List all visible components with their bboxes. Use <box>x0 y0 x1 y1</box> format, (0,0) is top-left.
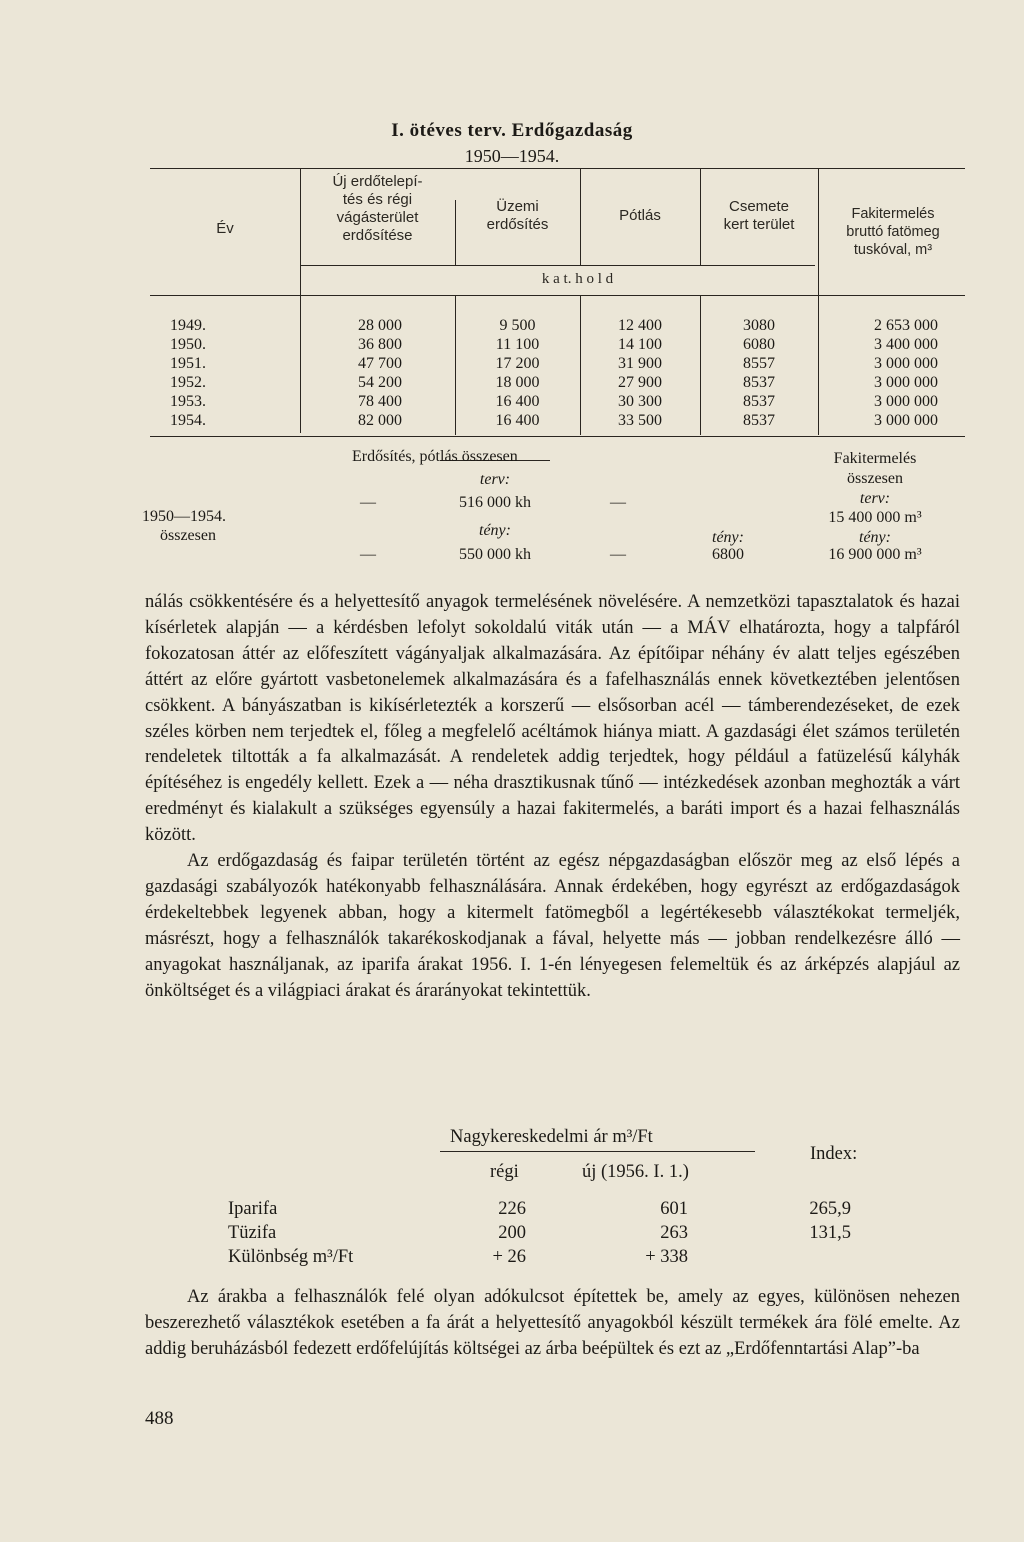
header-potlas: Pótlás <box>619 207 661 224</box>
summary-csemete-teny-label: tény: <box>712 529 744 546</box>
summary-fak-header1: Fakitermelés <box>833 450 917 467</box>
summary-fak-teny-value: 16 900 000 m³ <box>828 546 922 563</box>
paragraph: Az erdőgazdaság és faipar területén történt az egész népgazdaságban először meg az első lépés a gazdasági szabályozók hatékonyabb felhasználására. Annak érdekében, hogy egyrészt az erdőgazdaságok érdekeltebbek legyenek abban, hogy a kitermelt fatömegből a legértékesebb választékokat termeljék, másrészt, hogy a felhasználók takarékoskodjanak a fával, helyette más — jobban rendelkezésre álló — anyagokat használjanak, az iparifa árakat 1956. I. 1-én lényegesen felemeltük és az árképzés alapjául az önköltséget és a világpiaci árakat és árarányokat tekintettük. <box>145 851 960 1001</box>
price-col-uj: új (1956. I. 1.) <box>582 1162 689 1182</box>
price-header-rule <box>440 1151 755 1152</box>
unit-rule <box>300 265 815 266</box>
summary-csemete-value: 6800 <box>712 546 744 563</box>
summary-dash: — <box>610 494 626 511</box>
summary-terv-value: 516 000 kh <box>459 494 531 511</box>
summary-fak-teny-label: tény: <box>859 529 891 546</box>
table-title: I. ötéves terv. Erdőgazdaság <box>391 120 633 141</box>
price-col-regi: régi <box>490 1162 519 1182</box>
paragraph: nálás csökkentésére és a helyettesítő anyagok termelésének növelésére. A nemzetközi tapasztalatok és hazai kísérletek alapján — a kérdésben lefolyt sokoldalú viták után — a MÁV elhatározta, hogy a talpfáról fokozatosan áttér az előfeszített vágányaljak alkalmazására. Az építőipar néhány év alatt teljes egészében áttért az előre gyártott vasbetonelemek alkalmazására és a fafelhasználás ennek következtében jelentősen csökkent. A bányászatban is kikísérletezték a korszerű — elsősorban acél — támberendezéseket, de ezek széles körben nem terjedtek el, főleg a megfelelő acéltámok hiánya miatt. A gazdasági élet számos területén rendeletek tiltották a fa alkalmazását. A rendeletek addig terjedtek, hogy például a fatüzelésű kályhák építéséhez is engedély kellett. Ezek a — néha drasztikusnak tűnő — intézkedések azonban meghozták a várt eredményt és kialakult a szükséges egyensúly a hazai fakitermelés, a baráti import és a hazai felhasználás között. <box>145 592 960 846</box>
summary-fak-terv-label: terv: <box>859 490 891 507</box>
header-uzemi: Üzemi erdősítés <box>486 198 549 233</box>
summary-erdo-header: Erdősítés, pótlás összesen <box>352 448 518 465</box>
summary-dash: — <box>360 494 376 511</box>
summary-fak-terv-value: 15 400 000 m³ <box>828 509 922 526</box>
header-bottom-rule <box>150 295 965 296</box>
header-unit: k a t. h o l d <box>541 271 614 287</box>
header-csemete: Csemete kert terület <box>723 198 795 233</box>
body-text-upper <box>145 590 960 1005</box>
price-col-index: Index: <box>810 1144 858 1164</box>
header-uj-erdo: Új erdőtelepí- tés és régi vágásterület erdősítése <box>332 173 423 244</box>
book-page: I. ötéves terv. Erdőgazdaság 1950—1954. Év Új erdőtelepí- tés és régi vágásterület erdősítése Üzemi erdősítés Pótlás Csemete kert terület Fakitermelés bruttó fatömeg tuskóval, m³ k a t. h o l d 1949. 28 000 9 500 12 400 3080 2 653 000 1950. 36 800 11 100 14 100 6080 3 400 000 1951. 47 700 17 200 31 900 8557 3 000 000 1952. 54 200 18 000 27 900 8537 3 000 000 1953. 78 400 16 400 30 300 8537 3 000 000 1954. 82 000 16 400 33 500 8537 3 000 000 Erdősítés, pótlás összesen terv: — 516 000 kh — 1950—1954. összesen tény: tény: — 550 000 kh — 6800 Fakitermelés összesen terv: 15 400 000 m³ tény: 16 900 000 m³ nálás csökkentésére és a helyettesítő anyagok termelésének növelésére. A nemzetközi tapasztalatok és hazai kísérletek alapján — a kérdésben lefolyt sokoldalú viták után — a MÁV elhatározta, hogy a talpfáról fokozatosan áttér az előfeszített vágányaljak alkalmazására. Az építőipar néhány év alatt teljes egészében áttért az előre gyártott vasbetonelemek alkalmazására és a fafelhasználás ennek következtében jelentősen csökkent. A bányászatban is kikísérletezték a korszerű — elsősorban acél — támberendezéseket, de ezek széles körben nem terjedtek el, főleg a megfelelő acéltámok hiánya miatt. A gazdasági élet számos területén rendeletek tiltották a fa alkalmazását. A rendeletek addig terjedtek, hogy például a fatüzelésű kályhák építéséhez is engedély kellett. Ezek a — néha drasztikusnak tűnő — intézkedések azonban meghozták a várt eredményt és kialakult a szükséges egyensúly a hazai fakitermelés, a baráti import és a hazai felhasználás között. Az erdőgazdaság és faipar területén történt az egész népgazdaságban először meg az első lépés a gazdasági szabályozók hatékonyabb felhasználására. Annak érdekében, hogy egyrészt az erdőgazdaságok érdekeltebbek legyenek abban, hogy a kitermelt fatömegből a legértékesebb választékokat termeljék, másrészt, hogy a felhasználók takarékoskodjanak a fával, helyette más — jobban rendelkezésre álló — anyagokat használjanak, az iparifa árakat 1956. I. 1-én lényegesen felemeltük és az árképzés alapjául az önköltséget és a világpiaci árakat és árarányokat tekintettük. Nagykereskedelmi ár m³/Ft régi új (1956. I. 1.) Index: Iparifa 226 601 265,9 Tüzifa 200 263 131,5 Különbség m³/Ft + 26 + 338 Az árakba a felhasználók felé olyan adókulcsot építettek be, amely az egyes, különösen nehezen beszerezhető választékok esetében a fa árát a helyettesítő anyagokból készült termékek ára fölé emelte. Az addig beruházásból fedezett erdőfelújítás költségei az árba beépültek és ezt az „Erdőfenntartási Alap”-ba 488 <box>0 0 1024 1542</box>
body-text-lower <box>145 1285 960 1363</box>
table-top-rule <box>150 168 965 169</box>
summary-fak-header2: összesen <box>847 470 903 487</box>
summary-teny-value: 550 000 kh <box>459 546 531 563</box>
header-fakitermeles: Fakitermelés bruttó fatömeg tuskóval, m³ <box>846 206 940 258</box>
summary-terv-label: terv: <box>479 471 511 488</box>
price-table-header: Nagykereskedelmi ár m³/Ft <box>450 1127 653 1147</box>
summary-dash: — <box>610 546 626 563</box>
paragraph: Az árakba a felhasználók felé olyan adókulcsot építettek be, amely az egyes, különösen nehezen beszerezhető választékok esetében a fa árát a helyettesítő anyagokból készült termékek ára fölé emelte. Az addig beruházásból fedezett erdőfelújítás költségei az árba beépültek és ezt az „Erdőfenntartási Alap”-ba <box>145 1287 960 1359</box>
table-bottom-rule <box>150 436 965 437</box>
summary-label-period: 1950—1954. <box>142 508 226 525</box>
page-number: 488 <box>145 1408 174 1429</box>
table-subtitle: 1950—1954. <box>464 146 560 166</box>
summary-label-total: összesen <box>160 527 216 544</box>
summary-dash: — <box>360 546 376 563</box>
header-ev: Év <box>216 220 234 237</box>
summary-teny-label: tény: <box>479 522 511 539</box>
